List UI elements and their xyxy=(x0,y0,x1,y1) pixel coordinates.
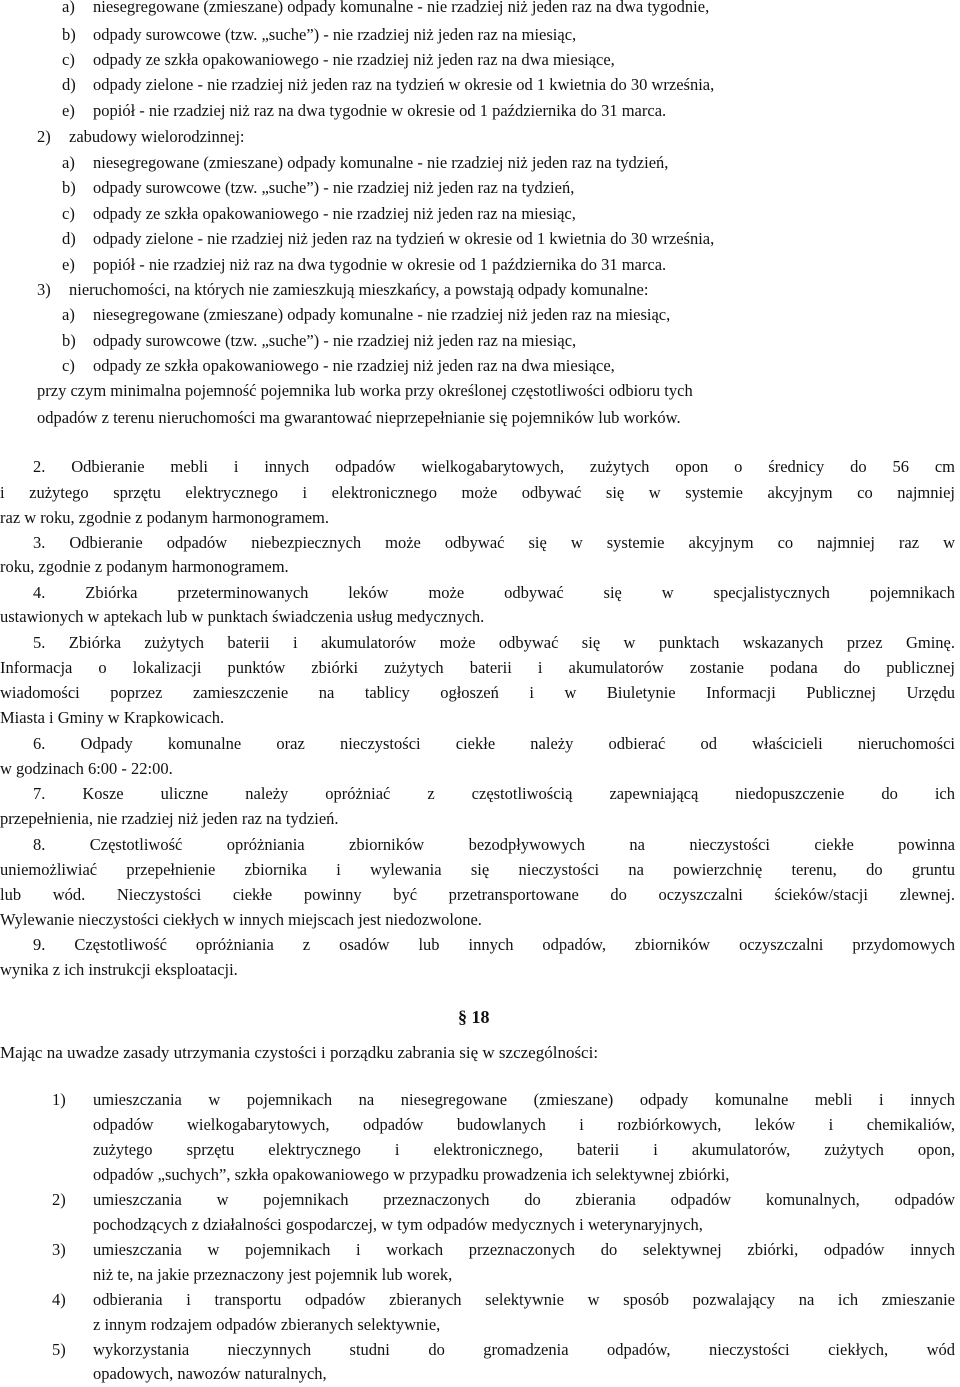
list-item-text: odpady ze szkła opakowaniowego - nie rzadziej niż jeden raz na dwa miesiące, xyxy=(93,356,615,375)
text-line: w godzinach 6:00 - 22:00. xyxy=(0,759,173,778)
point-label: 3) xyxy=(37,280,51,299)
list-item-label: d) xyxy=(62,229,76,248)
text-line: 4. Zbiórka przeterminowanych leków może odbywać się w specjalistycznych pojemnikach xyxy=(33,583,955,602)
text-line: Informacja o lokalizacji punktów zbiórki zużytych baterii i akumulatorów zostanie podana do publicznej xyxy=(0,658,955,677)
text-line: przy czym minimalna pojemność pojemnika lub worka przy określonej częstotliwości odbioru tych xyxy=(37,381,693,400)
point-label: 2) xyxy=(37,127,51,146)
text-line: z innym rodzajem odpadów zbieranych selektywnie, xyxy=(93,1315,441,1334)
text-line: 3. Odbieranie odpadów niebezpiecznych może odbywać się w systemie akcyjnym co najmniej raz w xyxy=(33,533,955,552)
list-item-text: odpady ze szkła opakowaniowego - nie rzadziej niż jeden raz na miesiąc, xyxy=(93,204,576,223)
text-line: i zużytego sprzętu elektrycznego i elektronicznego może odbywać się w systemie akcyjnym co najmniej xyxy=(0,483,955,502)
list-item-label: a) xyxy=(62,153,75,172)
list-item-label: d) xyxy=(62,75,76,94)
text-line: niż te, na jakie przeznaczony jest pojemnik lub worek, xyxy=(93,1265,453,1284)
list-item-label: 1) xyxy=(52,1090,66,1109)
text-line: przepełnienia, nie rzadziej niż jeden raz na tydzień. xyxy=(0,809,339,828)
text-line: wiadomości poprzez zamieszczenie na tablicy ogłoszeń i w Biuletynie Informacji Publicznej Urzędu xyxy=(0,683,955,702)
text-line: odpadów „suchych”, szkła opakowaniowego w przypadku prowadzenia ich selektywnej zbiórki, xyxy=(93,1165,730,1184)
list-item-text: popiół - nie rzadziej niż raz na dwa tygodnie w okresie od 1 października do 31 marca. xyxy=(93,101,667,120)
text-line: odpadów wielkogabarytowych, odpadów budowlanych i rozbiórkowych, leków i chemikaliów, xyxy=(93,1115,955,1134)
list-item-label: c) xyxy=(62,204,75,223)
list-item-label: c) xyxy=(62,50,75,69)
text-line: roku, zgodnie z podanym harmonogramem. xyxy=(0,557,289,576)
text-line: 7. Kosze uliczne należy opróżniać z częstotliwością zapewniającą niedopuszczenie do ich xyxy=(33,784,955,803)
list-item-label: a) xyxy=(62,305,75,324)
list-item-label: e) xyxy=(62,255,75,274)
text-line: wykorzystania nieczynnych studni do gromadzenia odpadów, nieczystości ciekłych, wód xyxy=(93,1340,955,1359)
text-line: zużytego sprzętu elektrycznego i elektronicznego, baterii i akumulatorów, zużytych opon, xyxy=(93,1140,955,1159)
text-line: odpadów z terenu nieruchomości ma gwarantować nieprzepełnianie się pojemników lub worków. xyxy=(37,408,681,427)
list-item-label: b) xyxy=(62,25,76,44)
text-line: Miasta i Gminy w Krapkowicach. xyxy=(0,708,225,727)
text-line: wynika z ich instrukcji eksploatacji. xyxy=(0,960,238,979)
list-item-text: odpady surowcowe (tzw. „suche”) - nie rzadziej niż jeden raz na tydzień, xyxy=(93,178,575,197)
text-line: umieszczania w pojemnikach na niesegregowane (zmieszane) odpady komunalne mebli i innych xyxy=(93,1090,955,1109)
text-line: umieszczania w pojemnikach i workach przeznaczonych do selektywnej zbiórki, odpadów innych xyxy=(93,1240,955,1259)
section-heading: § 18 xyxy=(458,1007,490,1027)
text-line: 8. Częstotliwość opróżniania zbiorników bezodpływowych na nieczystości ciekłe powinna xyxy=(33,835,955,854)
list-item-label: 4) xyxy=(52,1290,66,1309)
section-intro: Mając na uwadze zasady utrzymania czystości i porządku zabrania się w szczególności: xyxy=(0,1043,599,1062)
text-line: opadowych, nawozów naturalnych, xyxy=(93,1364,327,1383)
list-item-text: niesegregowane (zmieszane) odpady komunalne - nie rzadziej niż jeden raz na tydzień, xyxy=(93,153,669,172)
text-line: raz w roku, zgodnie z podanym harmonogramem. xyxy=(0,508,329,527)
list-item-text: niesegregowane (zmieszane) odpady komunalne - nie rzadziej niż jeden raz na dwa tygodnie, xyxy=(93,0,710,16)
list-item-text: niesegregowane (zmieszane) odpady komunalne - nie rzadziej niż jeden raz na miesiąc, xyxy=(93,305,671,324)
point-text: zabudowy wielorodzinnej: xyxy=(69,127,245,146)
list-item-label: b) xyxy=(62,331,76,350)
list-item-text: popiół - nie rzadziej niż raz na dwa tygodnie w okresie od 1 października do 31 marca. xyxy=(93,255,667,274)
list-item-label: c) xyxy=(62,356,75,375)
list-item-label: 5) xyxy=(52,1340,66,1359)
text-line: lub wód. Nieczystości ciekłe powinny być przetransportowane do oczyszczalni ścieków/stacji zlewnej. xyxy=(0,885,955,904)
text-line: pochodzących z działalności gospodarczej, w tym odpadów medycznych i weterynaryjnych, xyxy=(93,1215,703,1234)
point-text: nieruchomości, na których nie zamieszkują mieszkańcy, a powstają odpady komunalne: xyxy=(69,280,649,299)
list-item-label: a) xyxy=(62,0,75,16)
list-item-label: b) xyxy=(62,178,76,197)
list-item-text: odpady ze szkła opakowaniowego - nie rzadziej niż jeden raz na dwa miesiące, xyxy=(93,50,615,69)
text-line: odbierania i transportu odpadów zbieranych selektywnie w sposób pozwalający na ich zmieszanie xyxy=(93,1290,955,1309)
text-line: 9. Częstotliwość opróżniania z osadów lub innych odpadów, zbiorników oczyszczalni przydomowych xyxy=(33,935,955,954)
list-item-label: 3) xyxy=(52,1240,66,1259)
text-line: ustawionych w aptekach lub w punktach świadczenia usług medycznych. xyxy=(0,607,485,626)
list-item-text: odpady surowcowe (tzw. „suche”) - nie rzadziej niż jeden raz na miesiąc, xyxy=(93,25,577,44)
text-line: uniemożliwiać przepełnienie zbiornika i wylewania się nieczystości na powierzchnię terenu, do gruntu xyxy=(0,860,955,879)
text-line: 6. Odpady komunalne oraz nieczystości ciekłe należy odbierać od właścicieli nieruchomości xyxy=(33,734,955,753)
text-line: 2. Odbieranie mebli i innych odpadów wielkogabarytowych, zużytych opon o średnicy do 56 cm xyxy=(33,457,955,476)
text-line: umieszczania w pojemnikach przeznaczonych do zbierania odpadów komunalnych, odpadów xyxy=(93,1190,955,1209)
list-item-text: odpady surowcowe (tzw. „suche”) - nie rzadziej niż jeden raz na miesiąc, xyxy=(93,331,577,350)
text-line: 5. Zbiórka zużytych baterii i akumulatorów może odbywać się w punktach wskazanych przez Gminę. xyxy=(33,633,955,652)
list-item-label: 2) xyxy=(52,1190,66,1209)
list-item-label: e) xyxy=(62,101,75,120)
text-line: Wylewanie nieczystości ciekłych w innych miejscach jest niedozwolone. xyxy=(0,910,482,929)
list-item-text: odpady zielone - nie rzadziej niż jeden raz na tydzień w okresie od 1 kwietnia do 30 września, xyxy=(93,229,715,248)
list-item-text: odpady zielone - nie rzadziej niż jeden raz na tydzień w okresie od 1 kwietnia do 30 września, xyxy=(93,75,715,94)
